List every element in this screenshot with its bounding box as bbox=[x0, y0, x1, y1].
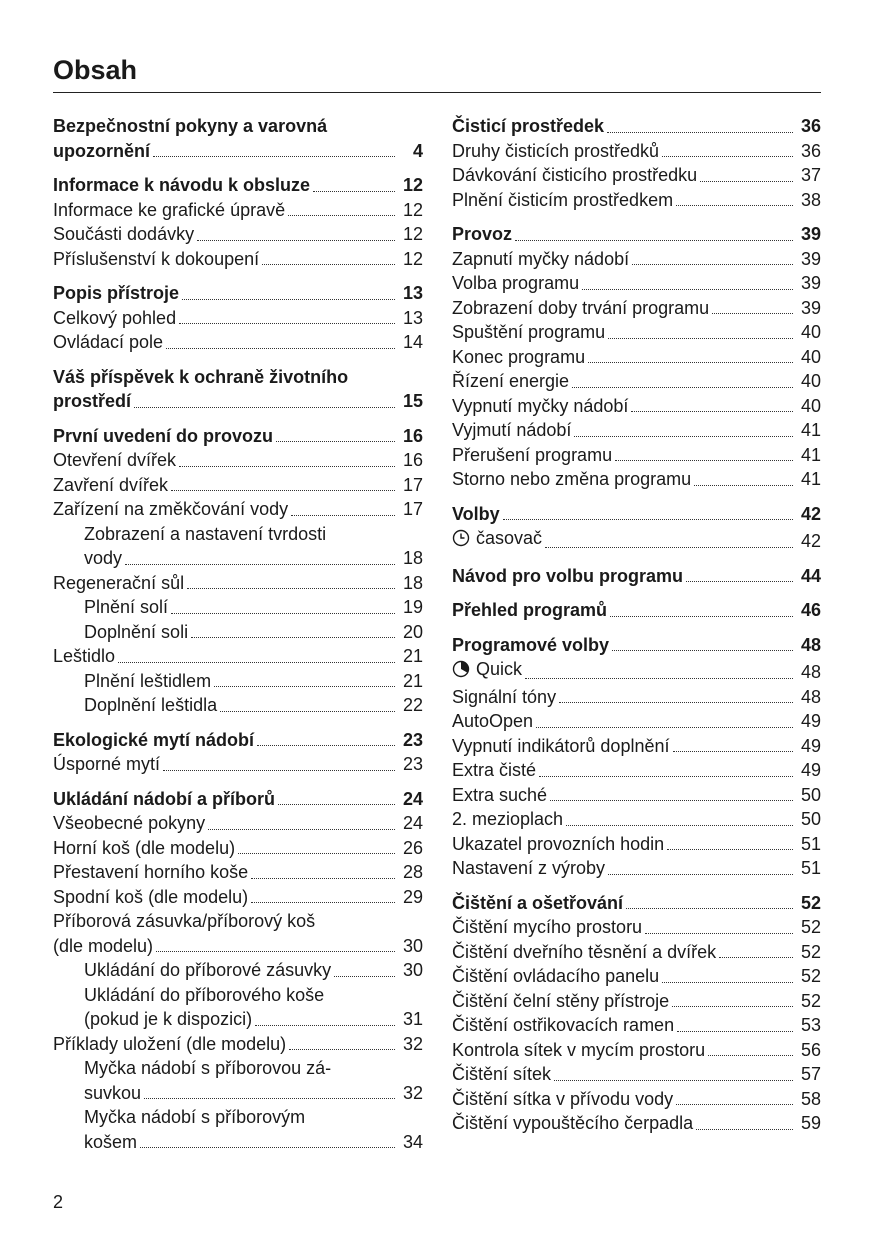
dot-leader bbox=[118, 662, 395, 663]
toc-subentry[interactable]: suvkou 32 bbox=[53, 1081, 423, 1106]
dot-leader bbox=[251, 878, 395, 879]
toc-entry[interactable]: Čištění vypouštěcího čerpadla 59 bbox=[452, 1111, 821, 1136]
toc-entry[interactable]: Kontrola sítek v mycím prostoru 56 bbox=[452, 1038, 821, 1063]
dot-leader bbox=[134, 407, 395, 408]
page-ref: 52 bbox=[800, 917, 821, 937]
page-title: Obsah bbox=[53, 55, 138, 85]
page-ref: 48 bbox=[800, 634, 821, 655]
dot-leader bbox=[182, 299, 395, 300]
toc-entry[interactable]: Vypnutí indikátorů doplnění 49 bbox=[452, 734, 821, 759]
toc-entry[interactable]: Ukazatel provozních hodin 51 bbox=[452, 832, 821, 857]
toc-entry[interactable]: Řízení energie 40 bbox=[452, 369, 821, 394]
toc-entry[interactable]: Volba programu 39 bbox=[452, 271, 821, 296]
dot-leader bbox=[554, 1080, 793, 1081]
page-ref: 12 bbox=[402, 248, 423, 269]
dot-leader bbox=[588, 362, 793, 363]
page-ref: 12 bbox=[402, 199, 423, 220]
page-ref: 36 bbox=[800, 140, 821, 161]
dot-leader bbox=[503, 519, 793, 520]
toc-entry[interactable]: Zařízení na změkčování vody 17 bbox=[53, 497, 423, 522]
toc-entry[interactable]: Plnění čisticím prostředkem 38 bbox=[452, 188, 821, 213]
toc-entry[interactable]: Přerušení programu 41 bbox=[452, 443, 821, 468]
toc-entry[interactable]: Přestavení horního koše 28 bbox=[53, 860, 423, 885]
dot-leader bbox=[539, 776, 793, 777]
toc-entry[interactable]: Zapnutí myčky nádobí 39 bbox=[452, 247, 821, 272]
page-ref: 48 bbox=[800, 686, 821, 707]
page-ref: 34 bbox=[402, 1131, 423, 1152]
dot-leader bbox=[171, 613, 395, 614]
toc-entry[interactable]: Všeobecné pokyny 24 bbox=[53, 811, 423, 836]
dot-leader bbox=[612, 650, 793, 651]
toc-entry[interactable]: Čištění mycího prostoru 52 bbox=[452, 915, 821, 940]
dot-leader bbox=[179, 466, 395, 467]
toc-entry[interactable]: Vypnutí myčky nádobí 40 bbox=[452, 394, 821, 419]
toc-heading[interactable]: Programové volby 48 bbox=[452, 633, 821, 658]
page-ref: 28 bbox=[402, 862, 423, 882]
toc-heading[interactable]: Čisticí prostředek 36 bbox=[452, 114, 821, 139]
page-ref: 52 bbox=[800, 990, 821, 1011]
dot-leader bbox=[255, 1025, 395, 1026]
page-ref: 23 bbox=[402, 729, 423, 750]
dot-leader bbox=[140, 1147, 395, 1148]
toc-entry[interactable]: Spuštění programu 40 bbox=[452, 320, 821, 345]
toc-entry[interactable]: (dle modelu) 30 bbox=[53, 934, 423, 959]
toc-entry[interactable]: Celkový pohled 13 bbox=[53, 306, 423, 331]
toc-heading[interactable]: Informace k návodu k obsluze 12 bbox=[53, 173, 423, 198]
toc-heading[interactable]: Návod pro volbu programu 44 bbox=[452, 564, 821, 589]
dot-leader bbox=[313, 191, 395, 192]
dot-leader bbox=[144, 1098, 395, 1099]
toc-entry[interactable]: Příslušenství k dokoupení 12 bbox=[53, 247, 423, 272]
toc-heading[interactable]: Přehled programů 46 bbox=[452, 598, 821, 623]
page-ref: 26 bbox=[402, 837, 423, 858]
page-ref: 18 bbox=[402, 572, 423, 593]
page-ref: 42 bbox=[800, 503, 821, 524]
toc-subentry[interactable]: Doplnění soli 20 bbox=[53, 620, 423, 645]
toc-entry[interactable]: Čištění ovládacího panelu 52 bbox=[452, 964, 821, 989]
page-ref: 50 bbox=[800, 784, 821, 805]
page-ref: 13 bbox=[402, 307, 423, 328]
page-ref: 59 bbox=[800, 1113, 821, 1133]
toc-heading[interactable]: upozornění 4 bbox=[53, 139, 423, 164]
toc-heading[interactable]: První uvedení do provozu 16 bbox=[53, 424, 423, 449]
page-ref: 17 bbox=[402, 499, 423, 519]
dot-leader bbox=[179, 323, 395, 324]
page-ref: 12 bbox=[402, 175, 423, 195]
page-ref: 30 bbox=[402, 960, 423, 980]
toc-entry[interactable]: časovač 42 bbox=[452, 526, 821, 554]
dot-leader bbox=[608, 338, 793, 339]
dot-leader bbox=[582, 289, 793, 290]
page-ref: 29 bbox=[402, 886, 423, 907]
dot-leader bbox=[291, 515, 395, 516]
page-number: 2 bbox=[53, 1192, 64, 1212]
page-ref: 52 bbox=[800, 966, 821, 986]
page-ref: 41 bbox=[800, 444, 821, 465]
dot-leader bbox=[626, 908, 793, 909]
dot-leader bbox=[171, 490, 395, 491]
page-ref: 22 bbox=[402, 695, 423, 715]
toc-heading[interactable]: Popis přístroje 13 bbox=[53, 281, 423, 306]
toc-subentry: Myčka nádobí s příborovým bbox=[84, 1107, 306, 1127]
toc-subentry[interactable]: Plnění solí 19 bbox=[53, 595, 423, 620]
toc-entry[interactable]: Vyjmutí nádobí 41 bbox=[452, 418, 821, 443]
dot-leader bbox=[677, 1031, 793, 1032]
page-ref: 18 bbox=[402, 548, 423, 568]
dot-leader bbox=[610, 616, 793, 617]
page-ref: 49 bbox=[800, 760, 821, 780]
dot-leader bbox=[662, 982, 793, 983]
dot-leader bbox=[662, 156, 793, 157]
toc-entry[interactable]: 2. mezioplach 50 bbox=[452, 807, 821, 832]
toc-heading[interactable]: Ekologické mytí nádobí 23 bbox=[53, 728, 423, 753]
toc-heading: Bezpečnostní pokyny a varovná bbox=[53, 116, 328, 136]
page-ref: 21 bbox=[402, 646, 423, 666]
page-ref: 40 bbox=[800, 371, 821, 391]
dot-leader bbox=[712, 313, 793, 314]
toc-entry[interactable]: Extra čisté 49 bbox=[452, 758, 821, 783]
dot-leader bbox=[289, 1049, 395, 1050]
dot-leader bbox=[334, 976, 395, 977]
page-ref: 21 bbox=[402, 670, 423, 691]
dot-leader bbox=[607, 132, 793, 133]
page-ref: 40 bbox=[800, 395, 821, 416]
dot-leader bbox=[550, 800, 793, 801]
toc-entry: Příborová zásuvka/příborový koš bbox=[53, 911, 316, 931]
dot-leader bbox=[559, 702, 793, 703]
dot-leader bbox=[156, 951, 395, 952]
toc-entry[interactable]: Spodní koš (dle modelu) 29 bbox=[53, 885, 423, 910]
toc-entry[interactable]: Storno nebo změna programu 41 bbox=[452, 467, 821, 492]
toc-entry[interactable]: Čištění čelní stěny přístroje 52 bbox=[452, 989, 821, 1014]
page-ref: 39 bbox=[800, 248, 821, 269]
dot-leader bbox=[566, 825, 793, 826]
page-ref: 39 bbox=[800, 273, 821, 293]
page-ref: 17 bbox=[402, 474, 423, 495]
dot-leader bbox=[166, 348, 395, 349]
toc-entry[interactable]: Ovládací pole 14 bbox=[53, 330, 423, 355]
dot-leader bbox=[694, 485, 793, 486]
page-ref: 19 bbox=[402, 597, 423, 617]
page-ref: 12 bbox=[402, 224, 423, 244]
toc-entry[interactable]: Signální tóny 48 bbox=[452, 685, 821, 710]
dot-leader bbox=[262, 264, 395, 265]
toc-subentry[interactable]: Ukládání do příborové zásuvky 30 bbox=[53, 958, 423, 983]
dot-leader bbox=[257, 745, 395, 746]
dot-leader bbox=[191, 637, 395, 638]
toc-entry[interactable]: Informace ke grafické úpravě 12 bbox=[53, 198, 423, 223]
page-ref: 24 bbox=[402, 813, 423, 833]
page-ref: 37 bbox=[800, 165, 821, 185]
page-ref: 38 bbox=[800, 189, 821, 210]
toc-entry[interactable]: Čištění sítka v přívodu vody 58 bbox=[452, 1087, 821, 1112]
page-ref: 23 bbox=[402, 754, 423, 774]
toc-entry[interactable]: Quick 48 bbox=[452, 657, 821, 685]
toc-heading[interactable]: Volby 42 bbox=[452, 502, 821, 527]
toc-subentry: Zobrazení a nastavení tvrdosti bbox=[84, 523, 327, 544]
toc-heading[interactable]: Čištění a ošetřování 52 bbox=[452, 891, 821, 916]
dot-leader bbox=[676, 205, 793, 206]
dot-leader bbox=[251, 902, 395, 903]
dot-leader bbox=[197, 240, 395, 241]
page-ref: 46 bbox=[800, 600, 821, 620]
page-ref: 48 bbox=[800, 662, 821, 682]
toc-entry[interactable]: Zavření dvířek 17 bbox=[53, 473, 423, 498]
page-ref: 24 bbox=[402, 788, 423, 809]
page-ref: 39 bbox=[800, 224, 821, 244]
dot-leader bbox=[187, 588, 395, 589]
toc-column-left bbox=[53, 114, 423, 1154]
page-ref: 15 bbox=[402, 391, 423, 411]
page-ref: 56 bbox=[800, 1039, 821, 1060]
dot-leader bbox=[278, 804, 395, 805]
toc-entry[interactable]: Čištění sítek 57 bbox=[452, 1062, 821, 1087]
toc-entry[interactable]: Zobrazení doby trvání programu 39 bbox=[452, 296, 821, 321]
toc-heading: Váš příspěvek k ochraně životního bbox=[53, 366, 349, 387]
dot-leader bbox=[515, 240, 793, 241]
page-ref: 20 bbox=[402, 621, 423, 642]
page-ref: 49 bbox=[800, 711, 821, 731]
toc-entry[interactable]: Druhy čisticích prostředků 36 bbox=[452, 139, 821, 164]
toc-subentry: Myčka nádobí s příborovou zá- bbox=[84, 1058, 332, 1078]
page-ref: 52 bbox=[800, 892, 821, 913]
dot-leader bbox=[153, 156, 395, 157]
dot-leader bbox=[672, 1006, 793, 1007]
toc-column-right bbox=[452, 114, 821, 1136]
title-divider bbox=[53, 92, 821, 93]
toc-entry[interactable]: Extra suché 50 bbox=[452, 783, 821, 808]
dot-leader bbox=[676, 1104, 793, 1105]
dot-leader bbox=[632, 264, 793, 265]
toc-subentry[interactable]: (pokud je k dispozici) 31 bbox=[53, 1007, 423, 1032]
dot-leader bbox=[525, 678, 793, 679]
dot-leader bbox=[208, 829, 395, 830]
toc-subentry[interactable]: Doplnění leštidla 22 bbox=[53, 693, 423, 718]
dot-leader bbox=[615, 460, 793, 461]
page-ref: 58 bbox=[800, 1088, 821, 1109]
toc-entry[interactable]: Čištění dveřního těsnění a dvířek 52 bbox=[452, 940, 821, 965]
dot-leader bbox=[238, 853, 395, 854]
page-ref: 4 bbox=[412, 140, 423, 161]
dot-leader bbox=[700, 181, 793, 182]
dot-leader bbox=[276, 441, 395, 442]
dot-leader bbox=[645, 933, 793, 934]
dot-leader bbox=[220, 711, 395, 712]
page-ref: 16 bbox=[402, 425, 423, 446]
toc-subentry[interactable]: vody 18 bbox=[53, 546, 423, 571]
dot-leader bbox=[696, 1129, 793, 1130]
toc-subentry[interactable]: košem 34 bbox=[53, 1130, 423, 1155]
toc-heading[interactable]: Ukládání nádobí a příborů 24 bbox=[53, 787, 423, 812]
toc-entry[interactable]: Čištění ostřikovacích ramen 53 bbox=[452, 1013, 821, 1038]
dot-leader bbox=[673, 751, 794, 752]
toc-entry[interactable]: Součásti dodávky 12 bbox=[53, 222, 423, 247]
dot-leader bbox=[288, 215, 395, 216]
toc-entry[interactable]: Otevření dvířek 16 bbox=[53, 448, 423, 473]
page-ref: 31 bbox=[402, 1009, 423, 1029]
dot-leader bbox=[163, 770, 395, 771]
dot-leader bbox=[572, 387, 793, 388]
page-ref: 39 bbox=[800, 297, 821, 318]
toc-heading[interactable]: Provoz 39 bbox=[452, 222, 821, 247]
dot-leader bbox=[536, 727, 793, 728]
quick-icon bbox=[452, 660, 470, 685]
toc-entry[interactable]: Horní koš (dle modelu) 26 bbox=[53, 836, 423, 861]
toc-entry[interactable]: Nastavení z výroby 51 bbox=[452, 856, 821, 881]
toc-entry[interactable]: Leštidlo 21 bbox=[53, 644, 423, 669]
page-ref: 44 bbox=[800, 565, 821, 586]
toc-heading[interactable]: prostředí 15 bbox=[53, 389, 423, 414]
page-ref: 49 bbox=[800, 735, 821, 756]
page-ref: 51 bbox=[800, 858, 821, 878]
page-ref: 16 bbox=[402, 450, 423, 470]
dot-leader bbox=[545, 547, 793, 548]
dot-leader bbox=[708, 1055, 793, 1056]
page-ref: 41 bbox=[800, 420, 821, 440]
page-ref: 30 bbox=[402, 935, 423, 956]
page-ref: 52 bbox=[800, 941, 821, 962]
dot-leader bbox=[608, 874, 793, 875]
page-ref: 32 bbox=[402, 1033, 423, 1054]
toc-subentry: Ukládání do příborového koše bbox=[84, 984, 325, 1005]
page-ref: 40 bbox=[800, 346, 821, 367]
page-ref: 53 bbox=[800, 1015, 821, 1035]
toc-entry[interactable]: Konec programu 40 bbox=[452, 345, 821, 370]
page-ref: 36 bbox=[800, 116, 821, 136]
toc-entry[interactable]: Regenerační sůl 18 bbox=[53, 571, 423, 596]
dot-leader bbox=[719, 957, 793, 958]
dot-leader bbox=[631, 411, 793, 412]
page-ref: 32 bbox=[402, 1082, 423, 1103]
timer-icon bbox=[452, 529, 470, 554]
toc-entry[interactable]: Úsporné mytí 23 bbox=[53, 752, 423, 777]
toc-entry[interactable]: Dávkování čisticího prostředku 37 bbox=[452, 163, 821, 188]
page-ref: 51 bbox=[800, 833, 821, 854]
dot-leader bbox=[125, 564, 395, 565]
page-ref: 14 bbox=[402, 332, 423, 352]
page-ref: 42 bbox=[800, 531, 821, 551]
dot-leader bbox=[574, 436, 793, 437]
page-ref: 40 bbox=[800, 322, 821, 342]
toc-subentry[interactable]: Plnění leštidlem 21 bbox=[53, 669, 423, 694]
page-ref: 41 bbox=[800, 469, 821, 489]
toc-entry[interactable]: Příklady uložení (dle modelu) 32 bbox=[53, 1032, 423, 1057]
dot-leader bbox=[667, 849, 793, 850]
page-ref: 50 bbox=[800, 809, 821, 829]
dot-leader bbox=[214, 686, 395, 687]
dot-leader bbox=[686, 581, 793, 582]
page-ref: 13 bbox=[402, 283, 423, 303]
toc-entry[interactable]: AutoOpen 49 bbox=[452, 709, 821, 734]
page-ref: 57 bbox=[800, 1064, 821, 1084]
